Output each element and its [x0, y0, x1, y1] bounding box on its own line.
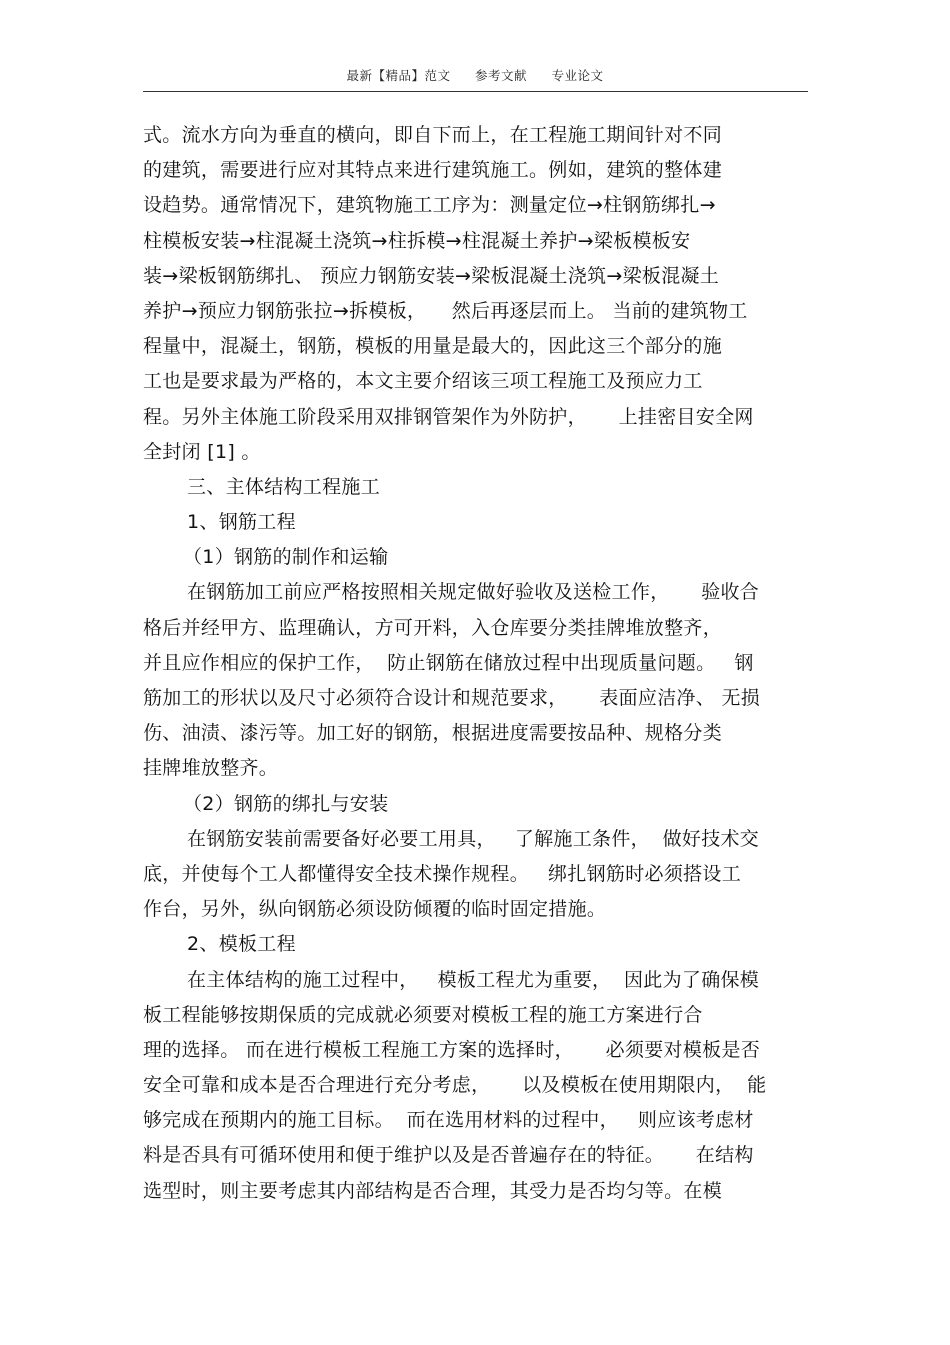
text-line: 挂牌堆放整齐。: [143, 757, 279, 780]
text-line: 在主体结构的施工过程中， 模板工程尤为重要， 因此为了确保模: [187, 968, 760, 991]
text-line: 够完成在预期内的施工目标。 而在选用材料的过程中， 则应该考虑材: [143, 1109, 754, 1132]
subsection-heading: 2、模板工程: [187, 933, 296, 956]
text-line: 柱模板安装→柱混凝土浇筑→柱拆模→柱混凝土养护→梁板模板安: [143, 229, 691, 252]
text-line: 设趋势。通常情况下，建筑物施工工序为：测量定位→柱钢筋绑扎→: [143, 194, 716, 217]
header-item-cankao: 参考文献: [474, 68, 527, 83]
text-line: 选型时，则主要考虑其内部结构是否合理，其受力是否均匀等。在模: [143, 1179, 723, 1202]
text-line: 在钢筋加工前应严格按照相关规定做好验收及送检工作， 验收合: [187, 581, 760, 604]
text-line: 式。流水方向为垂直的横向，即自下而上，在工程施工期间针对不同: [143, 124, 723, 146]
page-header: [143, 66, 807, 84]
text-line: 格后并经甲方、监理确认，方可开料，入仓库要分类挂牌堆放整齐，: [143, 616, 723, 639]
text-line: 全封闭 [1] 。: [143, 440, 261, 463]
text-line: 伤、油渍、漆污等。加工好的钢筋，根据进度需要按品种、规格分类: [143, 722, 723, 745]
text-line: 程量中，混凝土，钢筋，模板的用量是最大的，因此这三个部分的施: [143, 335, 723, 358]
text-line: 料是否具有可循环使用和便于维护以及是否普遍存在的特征。 在结构: [143, 1144, 754, 1167]
text-line: 理的选择。 而在进行模板工程施工方案的选择时， 必须要对模板是否: [143, 1038, 761, 1061]
text-line: 养护→预应力钢筋张拉→拆模板， 然后再逐层而上。 当前的建筑物工: [143, 299, 748, 322]
header-divider: [143, 91, 808, 92]
text-line: 程。另外主体施工阶段采用双排钢管架作为外防护， 上挂密目安全网: [143, 405, 754, 428]
text-line: 筋加工的形状以及尺寸必须符合设计和规范要求， 表面应洁净、 无损: [143, 687, 761, 709]
header-item-fanwen: 最新【精品】范文: [346, 68, 451, 83]
text-line: 的建筑，需要进行应对其特点来进行建筑施工。例如，建筑的整体建: [143, 159, 723, 182]
text-line: 在钢筋安装前需要备好必要工用具， 了解施工条件， 做好技术交: [187, 827, 760, 850]
text-line: 作台，另外，纵向钢筋必须设防倾覆的临时固定措施。: [143, 898, 607, 921]
text-line: 板工程能够按期保质的完成就必须要对模板工程的施工方案进行合: [143, 1003, 703, 1026]
subsubsection-heading: （1）钢筋的制作和运输: [183, 546, 389, 569]
text-line: 安全可靠和成本是否合理进行充分考虑， 以及模板在使用期限内， 能: [143, 1074, 767, 1097]
text-line: 并且应作相应的保护工作， 防止钢筋在储放过程中出现质量问题。 钢: [143, 651, 754, 674]
text-line: 底，并使每个工人都懂得安全技术操作规程。 绑扎钢筋时必须搭设工: [143, 862, 742, 885]
text-line: 装→梁板钢筋绑扎、 预应力钢筋安装→梁板混凝土浇筑→梁板混凝土: [143, 264, 720, 287]
section-heading: 三、主体结构工程施工: [187, 475, 381, 498]
subsection-heading: 1、钢筋工程: [187, 511, 296, 534]
document-body: [143, 118, 823, 1209]
text-line: 工也是要求最为严格的，本文主要介绍该三项工程施工及预应力工: [143, 370, 703, 393]
header-item-lunwen: 专业论文: [551, 68, 604, 83]
subsubsection-heading: （2）钢筋的绑扎与安装: [183, 792, 389, 815]
